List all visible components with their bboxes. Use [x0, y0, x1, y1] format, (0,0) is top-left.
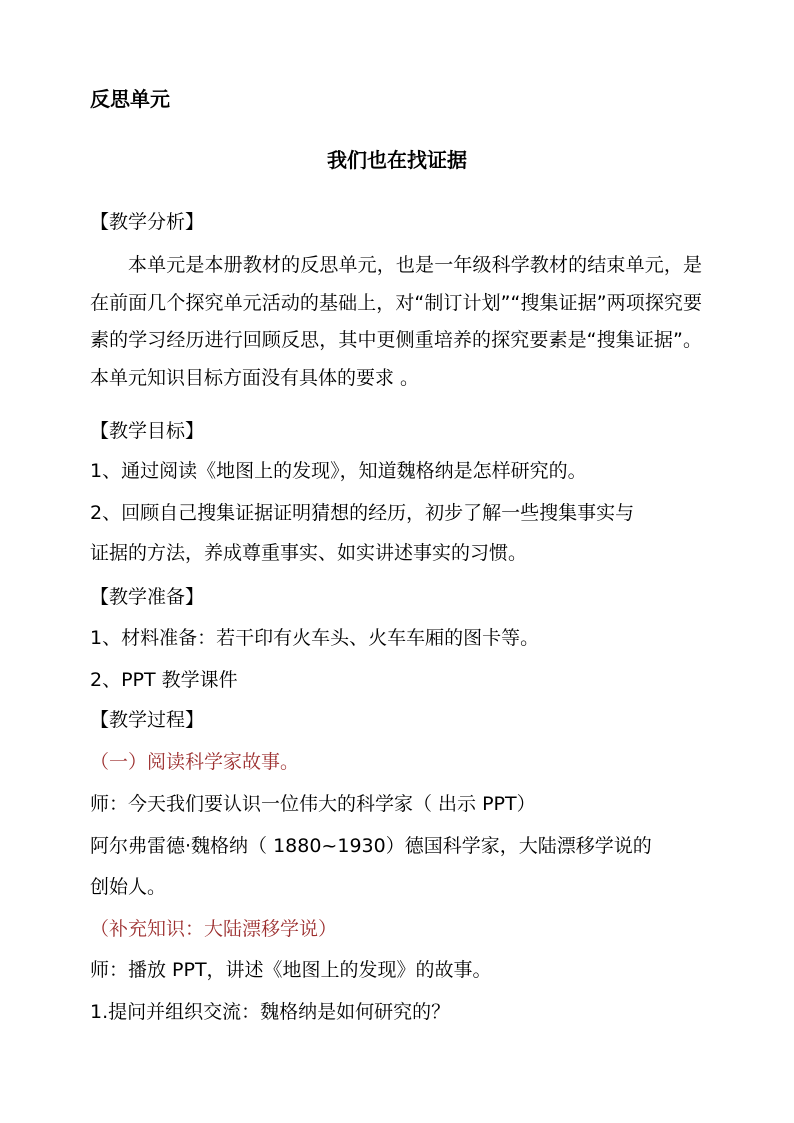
goal-item-2-line-1: 2、回顾自己搜集证据证明猜想的经历，初步了解一些搜集事实与 — [90, 502, 635, 524]
goal-item-1: 1、通过阅读《地图上的发现》，知道魏格纳是怎样研究的。 — [90, 460, 587, 482]
process-heading: 【教学过程】 — [90, 709, 205, 731]
prep-item-1: 1、材料准备：若干印有火车头、火车车厢的图卡等。 — [90, 627, 540, 649]
prep-heading: 【教学准备】 — [90, 586, 205, 608]
analysis-heading: 【教学分析】 — [90, 211, 205, 233]
process-line-2a: 阿尔弗雷德·魏格纳（ 1880~1930）德国科学家，大陆漂移学说的 — [90, 835, 652, 857]
prep-item-2: 2、PPT 教学课件 — [90, 669, 238, 691]
process-line-2b: 创始人。 — [90, 876, 167, 898]
unit-title: 反思单元 — [90, 87, 170, 111]
process-line-4: 1.提问并组织交流：魏格纳是如何研究的？ — [90, 1001, 451, 1023]
process-part1-title: （一）阅读科学家故事。 — [90, 751, 300, 773]
process-line-3: 师：播放 PPT，讲述《地图上的发现》的故事。 — [90, 959, 492, 981]
goal-item-2-line-2: 证据的方法，养成尊重事实、如实讲述事实的习惯。 — [90, 542, 528, 564]
process-supplement: （补充知识：大陆漂移学说） — [90, 918, 338, 940]
lesson-title: 我们也在找证据 — [327, 148, 467, 172]
goals-heading: 【教学目标】 — [90, 420, 205, 442]
process-line-1: 师：今天我们要认识一位伟大的科学家（ 出示 PPT） — [90, 793, 536, 815]
analysis-paragraph: 本单元是本册教材的反思单元，也是一年级科学教材的结束单元，是在前面几个探究单元活动的基础上，对“制订计划”“搜集证据”两项探究要素的学习经历进行回顾反思，其中更侧重培养的探究要素是“搜集证据”。本单元知识目标方面没有具体的要求 。 — [90, 254, 702, 389]
